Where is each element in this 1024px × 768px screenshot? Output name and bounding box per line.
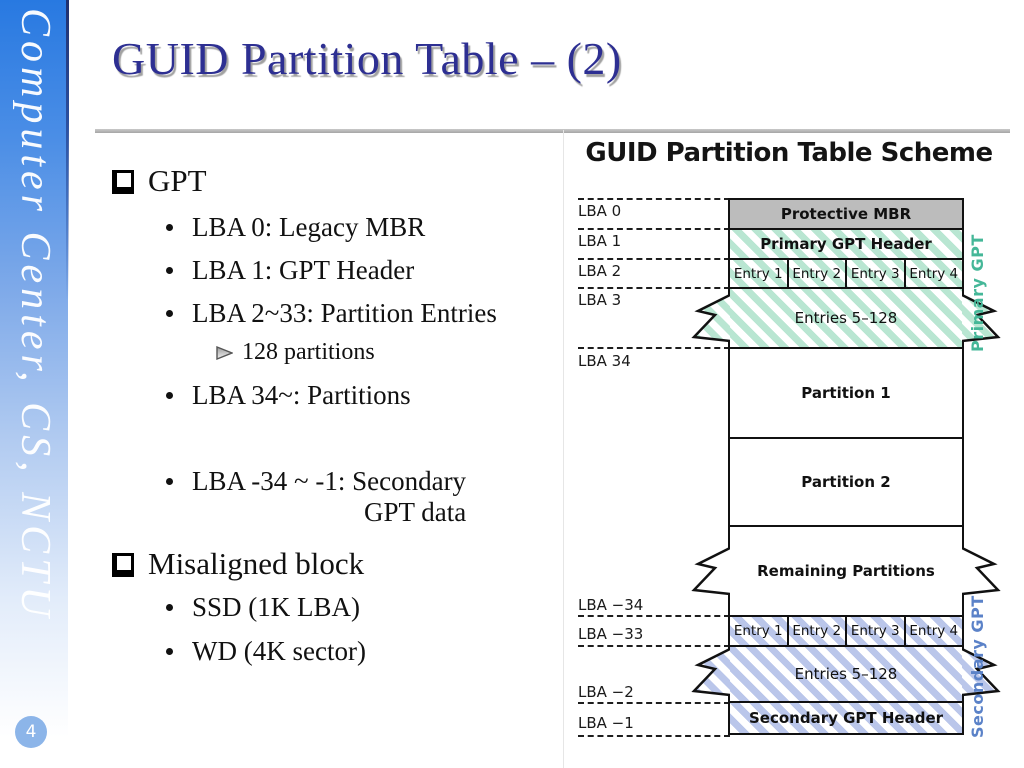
bullet-gpt-label: GPT [148,163,207,198]
bullet-lba1 [166,255,414,286]
page-number-badge [15,716,47,748]
sidebar-edge-line [66,0,69,300]
bullet-lba-neg-continuation: GPT data [364,497,467,528]
bullet-misaligned [112,546,364,582]
secondary-entry-1: Entry 1 [730,617,789,645]
bullet-lba34-label: LBA 34~: Partitions [192,380,411,410]
bullet-128-partitions [216,339,375,367]
slide-title: GUID Partition Table – (2) [112,33,622,84]
dashed-line-lba0 [578,198,730,200]
lba-label-n34: LBA −34 [578,596,644,614]
break-zigzag-left-remaining [688,547,730,595]
break-zigzag-left-primary [688,294,730,342]
lba-label-3: LBA 3 [578,291,622,309]
page-number: 4 [25,722,37,742]
row-primary-entries [730,260,962,289]
lba-label-n1: LBA −1 [578,714,634,732]
row-primary-gpt-header [730,230,962,260]
row-partition-1-label: Partition 1 [801,384,891,402]
square-bullet-icon [112,170,134,194]
bullet-lba34 [166,380,411,411]
bullet-ssd-label: SSD (1K LBA) [192,592,361,622]
lba-label-n2: LBA −2 [578,683,634,701]
primary-entry-1: Entry 1 [730,260,789,287]
row-protective-mbr-label: Protective MBR [780,205,912,223]
lba-label-2: LBA 2 [578,262,622,280]
row-protective-mbr [730,200,962,230]
bullet-lba0-label: LBA 0: Legacy MBR [192,212,426,242]
row-secondary-entries-rest-label: Entries 5–128 [794,665,898,683]
secondary-gpt-side-label: Secondary GPT [968,595,987,738]
row-primary-entries-rest-label: Entries 5–128 [794,309,898,327]
bullet-ssd [166,592,360,623]
break-zigzag-right-remaining [962,547,1004,595]
dashed-line-lba-33 [578,645,730,647]
bullet-wd-label: WD (4K sector) [192,636,366,666]
dashed-line-lba-2 [578,702,730,704]
lba-label-1: LBA 1 [578,232,622,250]
row-remaining-partitions [730,527,962,617]
dot-bullet-icon [166,478,173,485]
dashed-line-lba2 [578,258,730,260]
partition-stack [728,198,964,735]
dot-bullet-icon [166,224,173,231]
arrowhead-bullet-icon [216,346,233,360]
dot-bullet-icon [166,267,173,274]
bullet-wd [166,636,366,667]
row-partition-2 [730,439,962,527]
bullet-lba1-label: LBA 1: GPT Header [192,255,415,285]
secondary-entry-3: Entry 3 [847,617,906,645]
row-secondary-entries [730,617,962,647]
dot-bullet-icon [166,392,173,399]
dashed-line-lba1 [578,228,730,230]
bullet-lba0 [166,212,425,243]
row-primary-gpt-header-label: Primary GPT Header [760,235,932,253]
dashed-line-lba-1 [578,735,730,737]
row-remaining-partitions-label: Remaining Partitions [757,562,935,580]
primary-entry-2: Entry 2 [789,260,848,287]
row-partition-1 [730,349,962,439]
row-partition-2-label: Partition 2 [801,473,891,491]
secondary-entry-2: Entry 2 [789,617,848,645]
primary-gpt-side-label: Primary GPT [968,234,987,353]
gpt-scheme-diagram [563,130,1024,768]
bullet-lba2 [166,298,497,329]
row-secondary-gpt-header-label: Secondary GPT Header [748,709,944,727]
row-primary-entries-rest [730,289,962,349]
bullet-lba2-label: LBA 2~33: Partition Entries [192,298,497,328]
sidebar-vertical-text: Computer Center, CS, NCTU [12,8,58,622]
row-secondary-entries-rest [730,647,962,703]
bullet-lba-neg [166,466,466,528]
secondary-entry-4: Entry 4 [909,623,959,639]
row-secondary-gpt-header [730,703,962,733]
diagram-title: GUID Partition Table Scheme [585,138,993,168]
primary-entry-3: Entry 3 [847,260,906,287]
bullet-misaligned-label: Misaligned block [148,546,365,581]
dashed-line-lba34 [578,347,730,349]
dashed-line-lba-34 [578,615,730,617]
dot-bullet-icon [166,310,173,317]
lba-label-n33: LBA −33 [578,625,644,643]
lba-label-0: LBA 0 [578,202,622,220]
bullet-lba-neg-label: LBA -34 ~ -1: Secondary [192,466,467,496]
dot-bullet-icon [166,604,173,611]
dashed-line-lba3 [578,287,730,289]
sidebar [0,0,68,768]
bullet-128-label: 128 partitions [242,339,375,365]
lba-label-34: LBA 34 [578,352,631,370]
primary-entry-4: Entry 4 [909,265,959,282]
bullet-gpt [112,163,207,199]
square-bullet-icon [112,553,134,577]
dot-bullet-icon [166,648,173,655]
break-zigzag-left-secondary [688,648,730,696]
